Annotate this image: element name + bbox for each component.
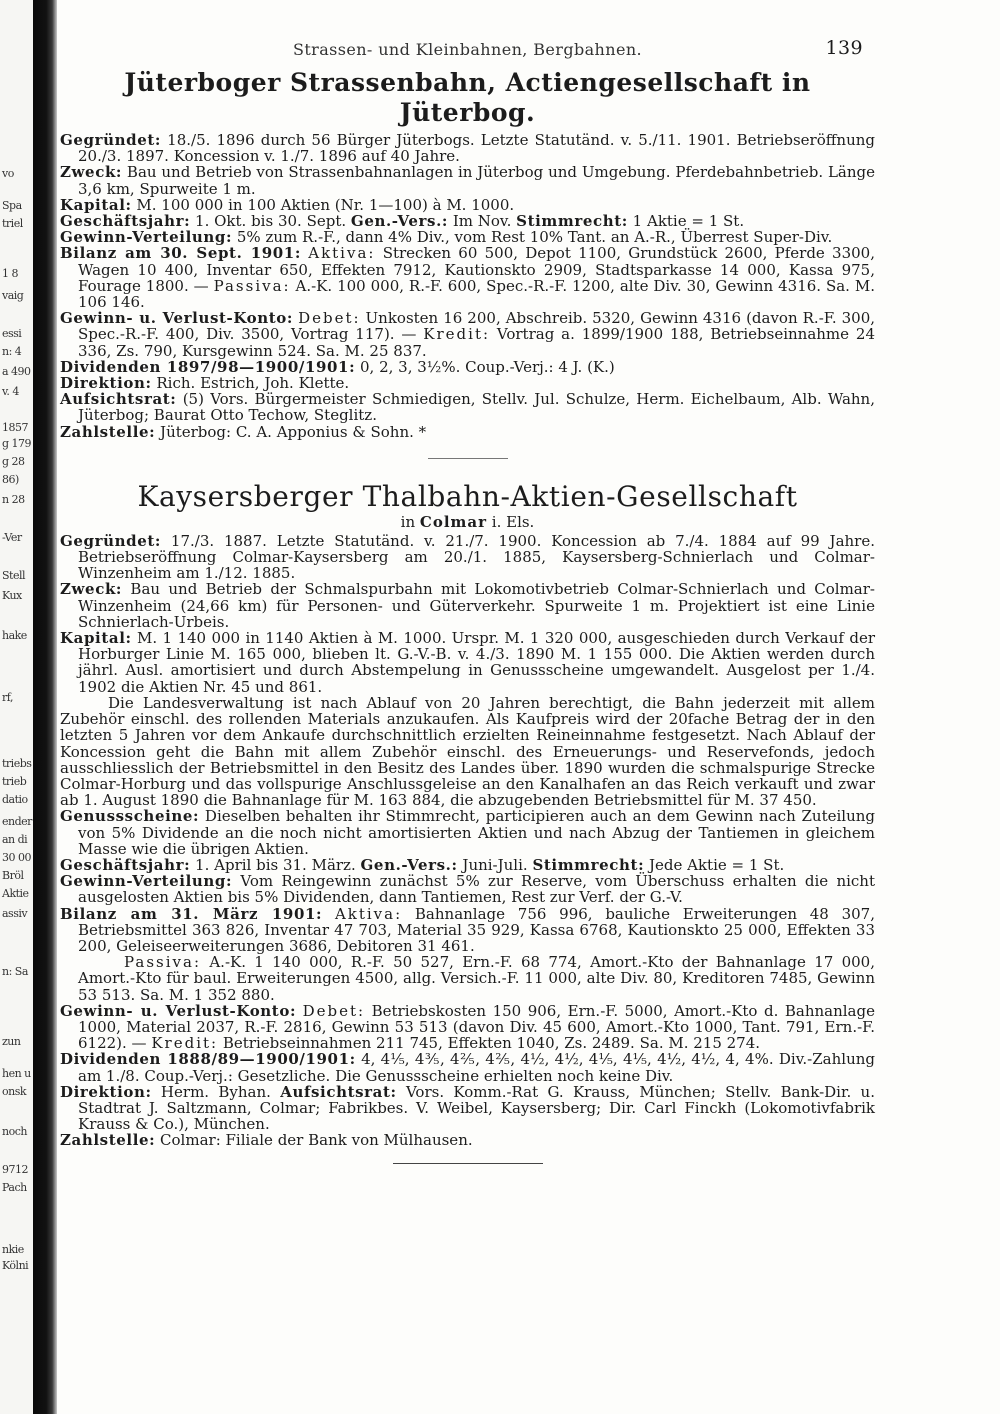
balance-sheet-entry: Bilanz am 31. März 1901: Aktiva: Bahnanlage 756 996, bauliche Erweiterungen 48 307, Betriebsmittel 363 826, Inventar 47 703, Material 35 929, Kassa 6768, Kautionskto 25 000, Effekten 33 200, Geleiseerweiterungen 3686, Debitoren 31 461. — [60, 904, 875, 955]
margin-fragment: 9712 — [2, 1163, 28, 1176]
paying-agent-entry: Zahlstelle: Jüterbog: C. A. Apponius & Sohn. * — [60, 422, 427, 441]
margin-fragment: essi — [2, 327, 22, 340]
margin-fragment: n 28 — [2, 493, 25, 506]
paying-agent-entry: Zahlstelle: Colmar: Filiale der Bank von Mülhausen. — [60, 1131, 473, 1150]
margin-fragment: Kux — [2, 589, 22, 602]
margin-fragment: vaig — [2, 289, 24, 302]
margin-fragment: 30 00 — [2, 851, 31, 864]
purpose-entry: Zweck: Bau und Betrieb von Strassenbahnanlagen in Jüterbog und Umgebung. Pferdebahnbetrieb. Länge 3,6 km, Spurweite 1 m. — [60, 163, 875, 198]
founded-entry: Gegründet: 17./3. 1887. Letzte Statutänd. v. 21./7. 1900. Koncession ab 7./4. 1884 auf 99 Jahre. Betriebseröffnung Colmar-Kaysersberg am 20./1. 1885, Kaysersberg-Schnierlach und Colmar-Winzenheim am 1./12. 1885. — [60, 531, 875, 583]
margin-fragment: -Ver — [2, 531, 22, 544]
margin-fragment: n: 4 — [2, 345, 22, 358]
margin-fragment: Aktie — [2, 887, 29, 900]
margin-fragment: rf, — [2, 691, 13, 704]
margin-fragment: datio — [2, 793, 28, 806]
capital-entry: Kapital: M. 100 000 in 100 Aktien (Nr. 1—100) à M. 1000. — [60, 195, 515, 214]
margin-fragment: v. 4 — [2, 385, 19, 398]
balance-sheet-entry: Bilanz am 30. Sept. 1901: Aktiva: Strecken 60 500, Depot 1100, Grundstück 2600, Pferde 3300, Wagen 10 400, Inventar 650, Effekten 7912, Kautionskto 2909, Stadtsparkasse 14 000, Kassa 975, Fourage 1800. — Passiva: A.-K. 100 000, R.-F. 600, Spec.-R.-F. 1200, alte Div. 30, Gewinn 4316. Sa. M. 106 146. — [60, 244, 875, 312]
profit-shares-entry: Genussscheine: Dieselben behalten ihr Stimmrecht, participieren auch an dem Gewinn nach Zuteilung von 5% Dividende an die noch nicht amortisierten Aktien und nach Abzug der Tantiemen in gleichem Masse wie die übrigen Aktien. — [60, 807, 875, 858]
profit-loss-entry: Gewinn- u. Verlust-Konto: Debet: Unkosten 16 200, Abschreib. 5320, Gewinn 4316 (davon R.-F. 300, Spec.-R.-F. 400, Div. 3500, Vortrag 117). — Kredit: Vortrag a. 1899/1900 188, Betriebseinnahme 24 336, Zs. 790, Kursgewinn 524. Sa. M. 25 837. — [60, 309, 875, 360]
dividends-entry: Dividenden 1897/98—1900/1901: 0, 2, 3, 3½%. Coup.-Verj.: 4 J. (K.) — [60, 357, 615, 376]
company-location: in Colmar i. Els. — [400, 512, 535, 531]
margin-fragment: Stell — [2, 569, 26, 582]
purpose-entry: Zweck: Bau und Betrieb der Schmalspurbahn mit Lokomotivbetrieb Colmar-Schnierlach und Colmar-Winzenheim (24,66 km) für Personen- und Güterverkehr. Spurweite 1 m. Projektiert ist eine Linie Schnierlach-Urbeis. — [60, 580, 875, 631]
document-page — [60, 37, 875, 1164]
profit-loss-entry: Gewinn- u. Verlust-Konto: Debet: Betriebskosten 150 906, Ern.-F. 5000, Amort.-Kto d. Bahnanlage 1000, Material 2037, R.-F. 2816, Gewinn 53 513 (davon Div. 45 600, Amort.-Kto 1000, Tant. 791, Ern.-F. 6122). — Kredit: Betriebseinnahmen 211 745, Effekten 1040, Zs. 2489. Sa. M. 215 274. — [60, 1001, 875, 1053]
margin-fragment: Spa — [2, 199, 22, 212]
liabilities-entry: Passiva: A.-K. 1 140 000, R.-F. 50 527, Ern.-F. 68 774, Amort.-Kto der Bahnanlage 17 000, Amort.-Kto für baul. Erweiterungen 4500, allg. Versich.-F. 11 000, alte Div. 80, Kreditoren 7485, Gewinn 53 513. Sa. M. 1 352 880. — [78, 953, 875, 1004]
capital-entry: Kapital: M. 1 140 000 in 1140 Aktien à M. 1000. Urspr. M. 1 320 000, ausgeschieden durch Verkauf der Horburger Linie M. 165 000, blieben lt. G.-V.-B. v. 4./3. 1890 M. 1 155 000. Die Aktien werden durch jährl. Ausl. amortisiert und durch Abstempelung in Genussscheine umgewandelt. Ausgelost per 1./4. 1902 die Aktien Nr. 45 und 861. — [60, 629, 875, 696]
supervisory-board-entry: Aufsichtsrat: (5) Vors. Bürgermeister Schmiedigen, Stellv. Jul. Schulze, Herm. Eichelbaum, Alb. Wahn, Jüterbog; Baurat Otto Techow, Steglitz. — [60, 390, 875, 425]
section-end-rule — [393, 1163, 543, 1164]
margin-fragment: nkie — [2, 1243, 24, 1256]
margin-fragment: Kölni — [2, 1259, 29, 1272]
margin-fragment: n: Sa — [2, 965, 28, 978]
margin-fragment: g 28 — [2, 455, 25, 468]
margin-fragment: 86) — [2, 473, 19, 486]
margin-fragment: 1 8 — [2, 267, 18, 280]
margin-fragment: Pach — [2, 1181, 27, 1194]
margin-fragment: g 179 — [2, 437, 32, 450]
margin-fragment: trieb — [2, 775, 27, 788]
margin-fragment: an di — [2, 833, 28, 846]
fiscal-year-entry: Geschäftsjahr: 1. Okt. bis 30. Sept. Gen.-Vers.: Im Nov. Stimmrecht: 1 Aktie = 1 St. — [60, 212, 745, 231]
management-entry: Direktion: Herm. Byhan. Aufsichtsrat: Vors. Komm.-Rat G. Krauss, München; Stellv. Bank-Dir. u. Stadtrat J. Saltzmann, Colmar; Fabrikbes. V. Weibel, Kaysersberg; Dir. Carl Finckh (Lokomotivfabrik Krauss & Co.), München. — [60, 1082, 875, 1134]
margin-fragment: zun — [2, 1035, 21, 1048]
margin-fragment: 1857 — [2, 421, 28, 434]
running-head — [60, 37, 875, 66]
margin-fragment: Bröl — [2, 869, 24, 882]
margin-fragment: vo — [2, 167, 14, 180]
page-number: 139 — [825, 37, 863, 59]
founded-entry: Gegründet: 18./5. 1896 durch 56 Bürger Jüterbogs. Letzte Statutänd. v. 5./11. 1901. Betriebseröffnung 20./3. 1897. Koncession v. 1./7. 1896 auf 40 Jahre. — [60, 131, 875, 166]
margin-fragment: triebs — [2, 757, 32, 770]
margin-fragment: a 490 — [2, 365, 31, 378]
section-divider — [428, 458, 508, 459]
margin-fragment: ender — [2, 815, 32, 828]
company-entry-kaysersberg — [60, 481, 875, 1149]
margin-fragment: triel — [2, 217, 23, 230]
fiscal-year-entry: Geschäftsjahr: 1. April bis 31. März. Gen.-Vers.: Juni-Juli. Stimmrecht: Jede Aktie = 1 St. — [60, 855, 785, 874]
margin-fragment: hake — [2, 629, 27, 642]
company-entry-jueterbog — [60, 68, 875, 440]
margin-fragment: assiv — [2, 907, 28, 920]
profit-distribution-entry: Gewinn-Verteilung: 5% zum R.-F., dann 4% Div., vom Rest 10% Tant. an A.-R., Überrest Super-Div. — [60, 228, 833, 247]
running-head-title: Strassen- und Kleinbahnen, Bergbahnen. — [292, 40, 643, 59]
company-title: Jüterboger Strassenbahn, Actiengesellschaft in Jüterbog. — [124, 68, 811, 127]
book-spine-shadow — [33, 0, 57, 1414]
company-title: Kaysersberger Thalbahn-Aktien-Gesellschaft — [137, 479, 798, 513]
margin-fragment: noch — [2, 1125, 27, 1138]
purchase-right-paragraph: Die Landesverwaltung ist nach Ablauf von 20 Jahren berechtigt, die Bahn jederzeit mit allem Zubehör einschl. des rollenden Materials anzukaufen. Als Kaufpreis wird der 20fache Betrag der in den letzten 5 Jahren vor dem Ankaufe durchschnittlich erzielten Reineinnahme festgesetzt. Nach Ablauf der Koncession geht die Bahn mit allem Zubehör einschl. des Erneuerungs- und Reservefonds, jedoch ausschliesslich der Betriebsmittel in den Besitz des Landes über. 1890 wurden die schmalspurige Strecke Colmar-Horburg und das vollspurige Anschlussgeleise an den Kanalhafen an das Reich verkauft und zwar ab 1. August 1890 die Bahnanlage für M. 163 884, die abzugebenden Betriebsmittel für M. 37 450. — [60, 693, 875, 810]
margin-fragment: onsk — [2, 1085, 27, 1098]
management-entry: Direktion: Rich. Estrich, Joh. Klette. — [60, 374, 350, 393]
profit-distribution-entry: Gewinn-Verteilung: Vom Reingewinn zunächst 5% zur Reserve, vom Überschuss erhalten die nicht ausgelosten Aktien bis 5% Dividenden, dann Tantiemen, Rest zur Verf. der G.-V. — [60, 872, 875, 907]
dividends-entry: Dividenden 1888/89—1900/1901: 4, 4⅕, 4⅗, 4⅖, 4⅖, 4½, 4½, 4⅕, 4⅕, 4½, 4½, 4, 4%. Div.-Zahlung am 1./8. Coup.-Verj.: Gesetzliche. Die Genussscheine erhielten noch keine Div. — [60, 1050, 875, 1085]
margin-fragment: hen u — [2, 1067, 31, 1080]
